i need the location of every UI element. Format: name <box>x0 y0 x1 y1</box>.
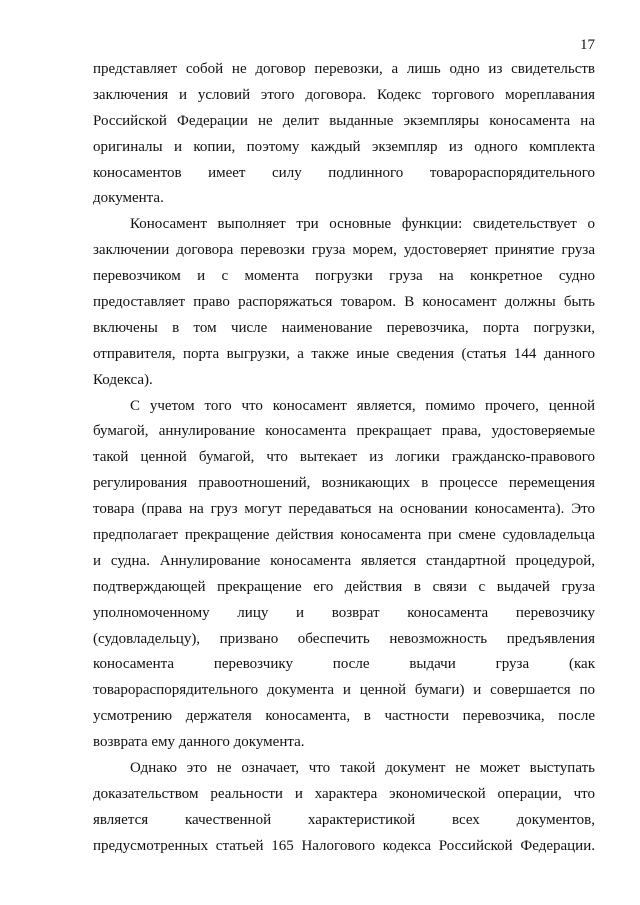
text-line: представляет собой не договор перевозки, а лишь одно из свидетельств <box>93 61 595 77</box>
text-line: предоставляет право распоряжаться товаром. В коносамент должны быть <box>93 294 595 311</box>
page-number: 17 <box>580 37 595 53</box>
text-line: перевозчиком и с момента погрузки груза на конкретное судно <box>93 268 595 285</box>
text-line: Российской Федерации не делит выданные экземпляры коносамента на <box>93 112 595 129</box>
text-line: товарораспорядительного документа и ценной бумаги) и совершается по <box>93 682 595 699</box>
text-line: такой ценной бумагой, что вытекает из логики гражданско-правового <box>93 449 595 466</box>
text-line: оригиналы и копии, поэтому каждый экземпляр из одного комплекта <box>93 138 595 155</box>
text-line: включены в том числе наименование перевозчика, порта погрузки, <box>93 319 595 336</box>
text-line: документа. <box>93 190 164 207</box>
text-line: бумагой, аннулирование коносамента прекращает права, удостоверяемые <box>93 423 595 440</box>
text-line: возврата ему данного документа. <box>93 734 305 751</box>
text-line: отправителя, порта выгрузки, а также иные сведения (статья 144 данного <box>93 345 595 362</box>
text-line: подтверждающей прекращение его действия в связи с выдачей груза <box>93 578 595 595</box>
text-line: коносамента перевозчику после выдачи груза (как <box>93 656 595 673</box>
text-line: заключения и условий этого договора. Кодекс торгового мореплавания <box>93 86 595 103</box>
text-line: регулирования правоотношений, возникающих в процессе перемещения <box>93 475 595 492</box>
text-line: и судна. Аннулирование коносамента является стандартной процедурой, <box>93 552 595 569</box>
document-body <box>93 57 595 860</box>
text-line: товара (права на груз могут передаваться на основании коносамента). Это <box>93 501 595 518</box>
text-line: усмотрению держателя коносамента, в частности перевозчика, после <box>93 708 595 725</box>
text-line: предполагает прекращение действия коносамента при смене судовладельца <box>93 527 595 544</box>
text-line: заключении договора перевозки груза морем, удостоверяет принятие груза <box>93 242 595 259</box>
text-line: С учетом того что коносамент является, помимо прочего, ценной <box>130 397 595 414</box>
text-line: является качественной характеристикой всех документов, <box>93 811 595 828</box>
text-line: коносаментов имеет силу подлинного товарораспорядительного <box>93 164 595 181</box>
text-line: предусмотренных статьей 165 Налогового кодекса Российской Федерации. <box>93 837 595 854</box>
text-line: Коносамент выполняет три основные функции: свидетельствует о <box>130 216 595 233</box>
text-line: Кодекса). <box>93 371 153 388</box>
text-line: уполномоченному лицу и возврат коносамента перевозчику <box>93 604 595 621</box>
text-line: доказательством реальности и характера экономической операции, что <box>93 785 595 802</box>
text-line: (судовладельцу), призвано обеспечить невозможность предъявления <box>93 630 595 647</box>
text-line: Однако это не означает, что такой документ не может выступать <box>130 760 595 777</box>
